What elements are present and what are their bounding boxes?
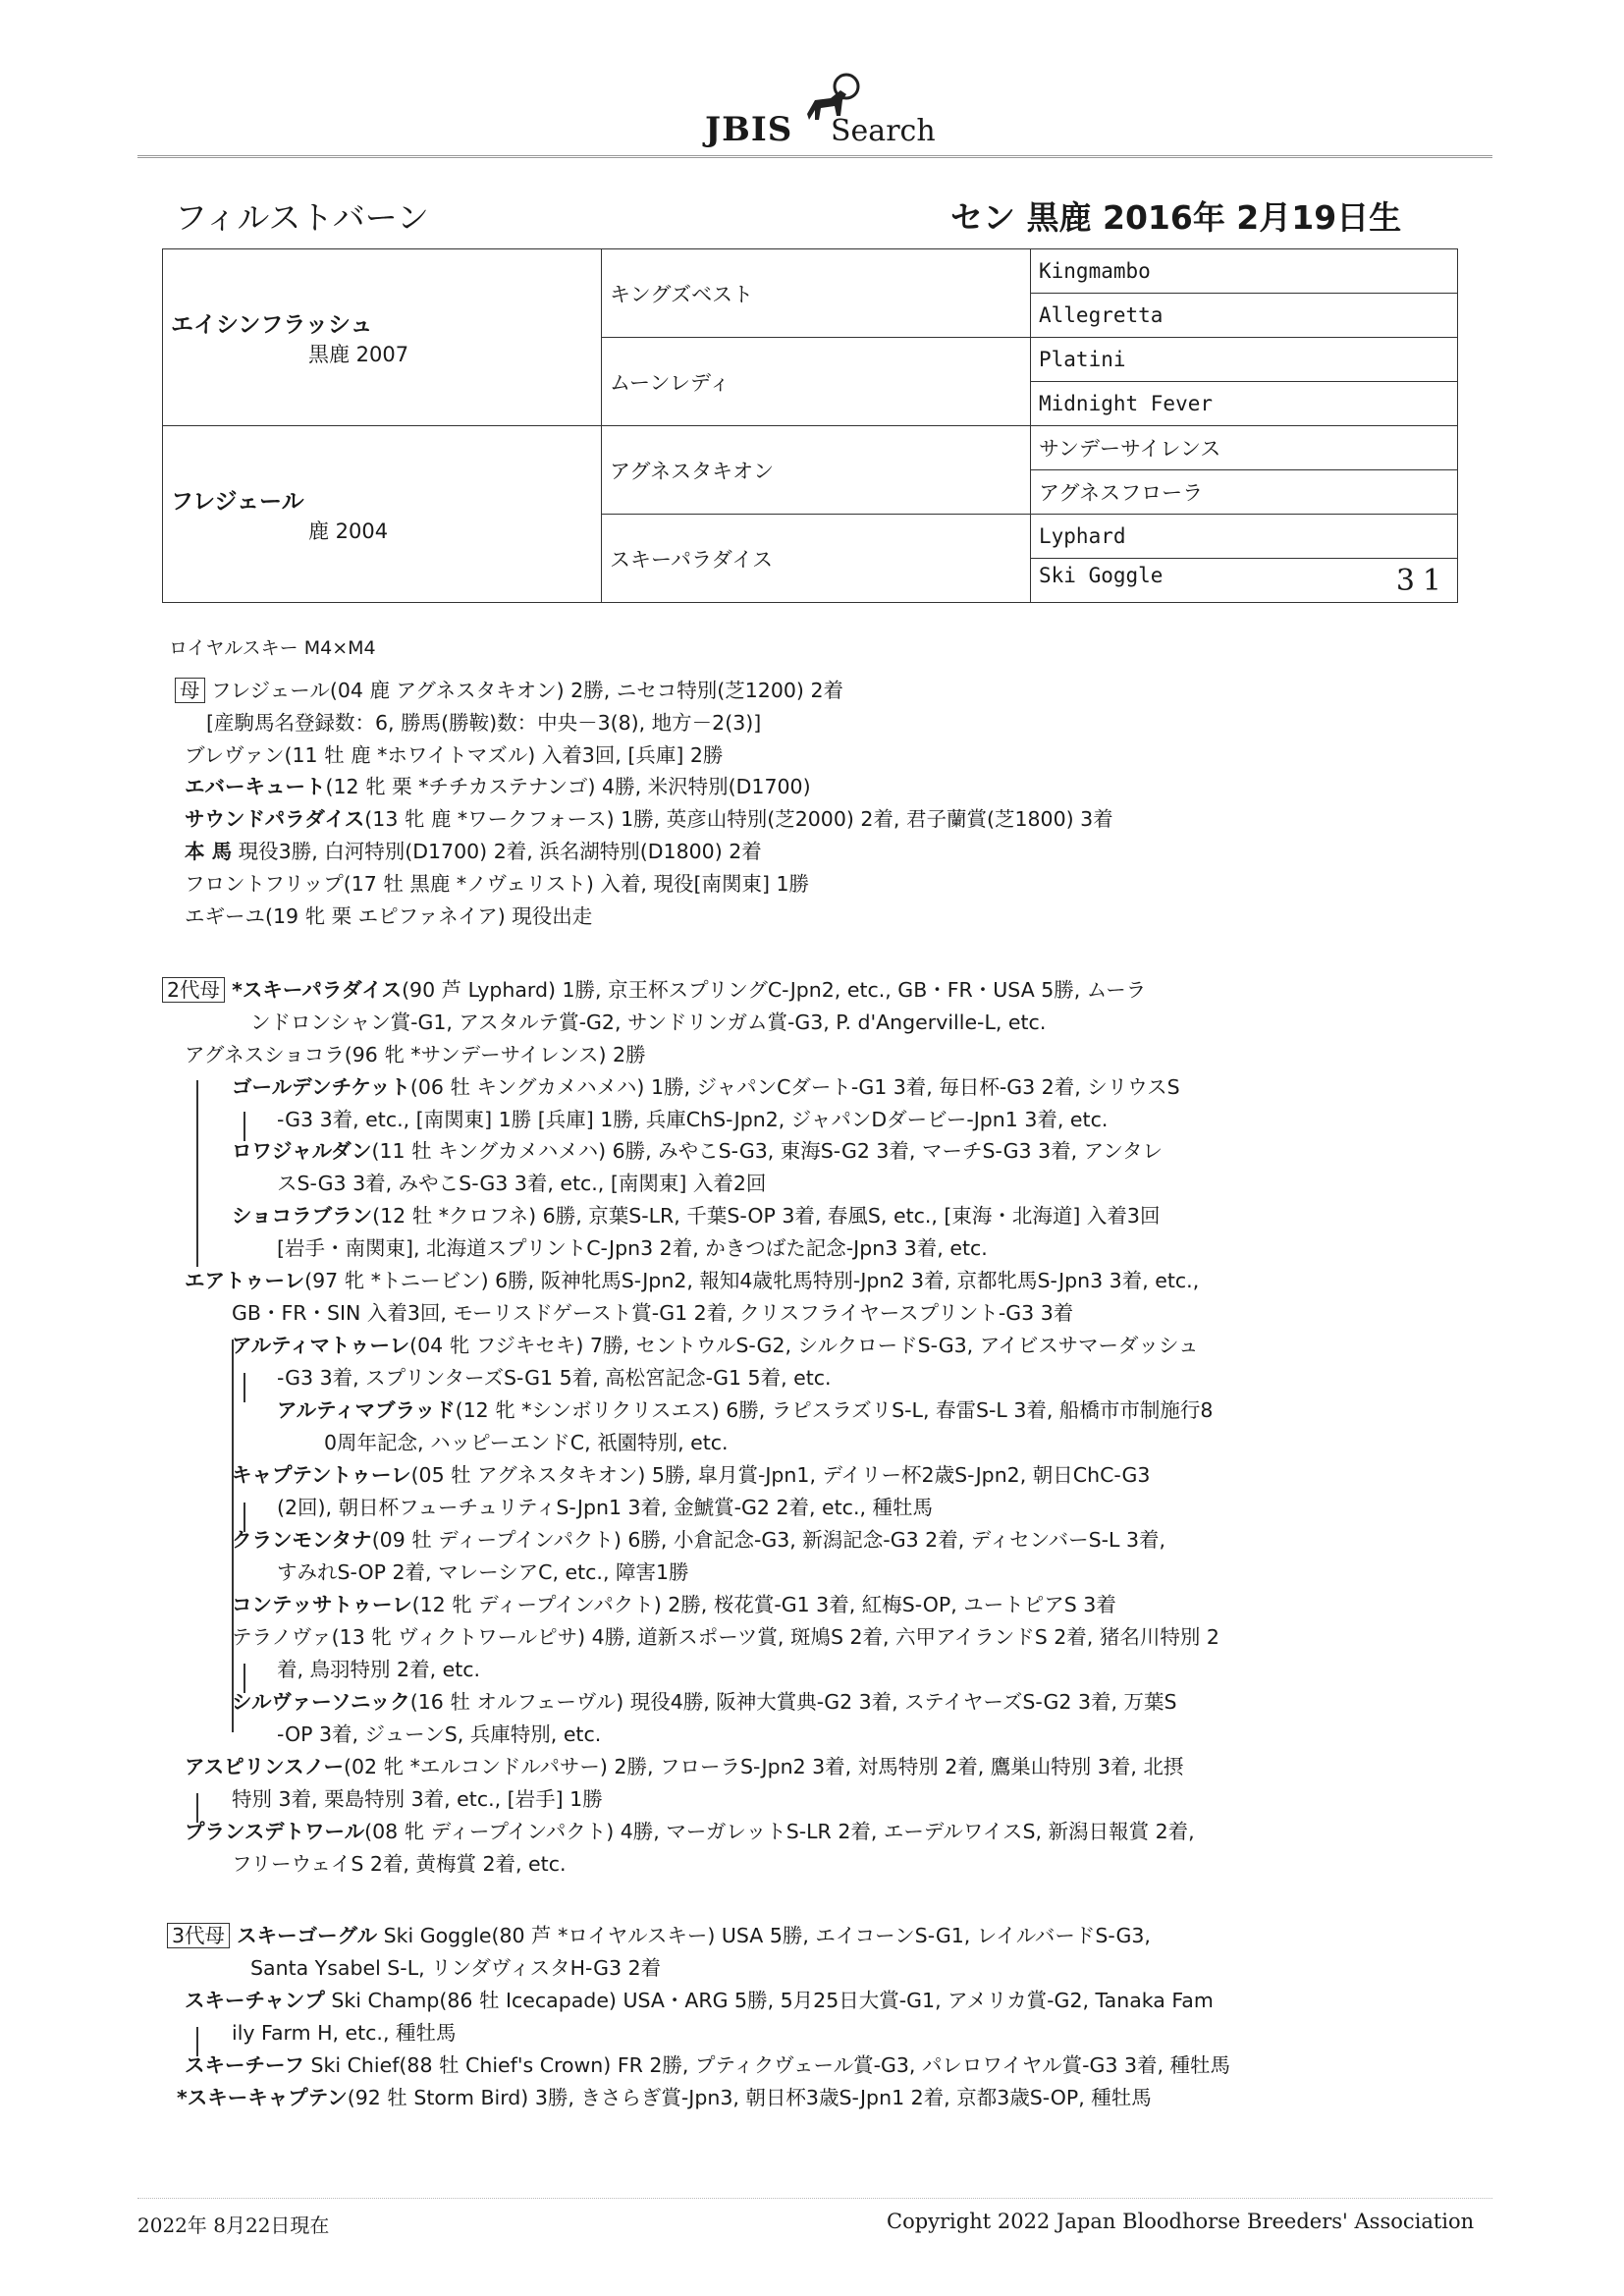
pedigree-gen2: ムーンレディ: [602, 338, 1031, 426]
record-line: [185, 900, 592, 929]
record-text: フロントフリップ(17 牡 黒鹿 *ノヴェリスト) 入着, 現役[南関東] 1勝: [185, 872, 809, 896]
horse-name-bold: シルヴァーソニック: [232, 1690, 410, 1714]
record-text: フレジェール: [204, 679, 330, 702]
record-line: [232, 1588, 1116, 1617]
record-text: (09 牡 ディープインパクト) 6勝, 小倉記念-G3, 新潟記念-G3 2着, ディセンバーS-L 3着,: [371, 1528, 1166, 1552]
horse-name-bold: *スキーパラダイス: [225, 978, 403, 1002]
pedigree-gen3: サンデーサイレンス: [1031, 426, 1458, 470]
footer-copyright: Copyright 2022 Japan Bloodhorse Breeders' Association: [887, 2210, 1475, 2233]
record-text: [産駒馬名登録数：6, 勝馬(勝鞍)数：中央－3(8), 地方－2(3)]: [206, 711, 762, 735]
record-text: フリーウェイS 2着, 黄梅賞 2着, etc.: [232, 1852, 567, 1876]
record-text: (02 牝 *エルコンドルパサー) 2勝, フローラS-Jpn2 3着, 対馬特別 2着, 鷹巣山特別 3着, 北摂: [343, 1755, 1184, 1778]
logo-search: Search: [831, 114, 936, 148]
record-line: [277, 1653, 480, 1682]
record-text: 着, 鳥羽特別 2着, etc.: [277, 1658, 481, 1681]
pedigree-gen2: スキーパラダイス: [602, 515, 1031, 603]
horse-name-bold: スキーゴーグル: [230, 1924, 378, 1947]
record-text: (16 牡 オルフェーヴル) 現役4勝, 阪神大賞典-G2 3着, ステイヤーズS-G2 3着, 万葉S: [409, 1690, 1177, 1714]
horse-name-bold: エバーキュート: [185, 775, 326, 798]
record-line: [232, 1296, 1073, 1326]
record-line: [185, 1750, 1183, 1779]
dam-name: フレジェール: [171, 489, 304, 515]
pedigree-gen3-last: [1031, 559, 1458, 603]
tree-bar: [244, 1373, 245, 1402]
pedigree-gen3: アグネスフローラ: [1031, 470, 1458, 515]
pedigree-table: [162, 248, 1458, 603]
record-text: ンドロンシャン賞-G1, アスタルテ賞-G2, サンドリンガム賞-G3, P. d'Angerville-L, etc.: [250, 1011, 1047, 1034]
footer-date: 2022年 8月22日現在: [137, 2214, 330, 2237]
horse-name-bold: アスピリンスノー: [185, 1755, 344, 1778]
sire-sub: 黒鹿 2007: [308, 343, 409, 366]
horse-name-bold: ロワジャルダン: [232, 1139, 372, 1163]
record-text: [岩手・南関東], 北海道スプリントC-Jpn3 2着, かきつばた記念-Jpn3 3着, etc.: [277, 1236, 988, 1260]
footer-rule: [137, 2198, 1492, 2199]
family-number: 31: [1395, 563, 1449, 598]
record-line: [232, 1458, 1150, 1488]
record-text: -G3 3着, スプリンターズS-G1 5着, 高松宮記念-G1 5着, etc.: [277, 1366, 832, 1390]
tree-bar: [232, 1339, 234, 1732]
record-text: すみれS-OP 2着, マレーシアC, etc., 障害1勝: [277, 1560, 689, 1584]
record-text: (05 牡 アグネスタキオン) 5勝, 皐月賞-Jpn1, デイリー杯2歳S-Jpn2, 朝日ChC-G3: [410, 1463, 1151, 1487]
pedigree-gen3: Kingmambo: [1031, 249, 1458, 294]
pedigree-gen3: Allegretta: [1031, 294, 1458, 338]
record-text: (11 牡 キングカメハメハ) 6勝, みやこS-G3, 東海S-G2 3着, マーチS-G3 3着, アンタレ: [371, 1139, 1164, 1163]
record-line: [250, 1951, 661, 1981]
record-line: [232, 1134, 1163, 1164]
horse-name-bold: アルティマブラッド: [277, 1398, 456, 1422]
horse-name-bold: コンテッサトゥーレ: [232, 1593, 412, 1616]
record-text: ブレヴァン(11 牡 鹿 *ホワイトマズル) 入着3回, [兵庫] 2勝: [185, 743, 724, 767]
record-line: [232, 1329, 1199, 1358]
pedigree-gen3: Platini: [1031, 338, 1458, 382]
record-line: [185, 1815, 1195, 1844]
record-text: 0周年記念, ハッピーエンドC, 祇園特別, etc.: [324, 1431, 729, 1454]
record-text: Ski Champ(86 牡 Icecapade) USA・ARG 5勝, 5月25日大賞-G1, アメリカ賞-G2, Tanaka Fam: [324, 1989, 1214, 2012]
record-line: [232, 1685, 1177, 1715]
horse-name-bold: スキーチャンプ: [185, 1989, 325, 2012]
record-text: (06 牡 キングカメハメハ) 1勝, ジャパンCダート-G1 3着, 毎日杯-G3 2着, シリウスS: [409, 1075, 1180, 1099]
record-line: [185, 1038, 646, 1067]
record-line: [232, 1847, 567, 1877]
record-text: Santa Ysabel S-L, リンダヴィスタH-G3 2着: [250, 1956, 662, 1980]
tree-bar: [244, 1112, 245, 1141]
record-text: (97 牝 *トニービン) 6勝, 阪神牝馬S-Jpn2, 報知4歳牝馬特別-Jpn2 3着, 京都牝馬S-Jpn3 3着, etc.,: [304, 1269, 1200, 1292]
record-line: [185, 738, 723, 768]
generation-label: 3代母: [167, 1923, 230, 1948]
logo-jbis: JBIS: [705, 110, 793, 149]
horse-name-bold: 本 馬: [185, 840, 233, 863]
record-text: Ski Chief(88 牡 Chief's Crown) FR 2勝, プティクヴェール賞-G3, パレロワイヤル賞-G3 3着, 種牡馬: [303, 2053, 1231, 2077]
horse-name: フィルストバーン: [175, 198, 430, 237]
record-line: [175, 674, 843, 703]
pedigree-gen2: キングズベスト: [602, 249, 1031, 338]
record-text: エギーユ(19 牝 栗 エピファネイア) 現役出走: [185, 904, 593, 928]
record-text: (08 牝 ディープインパクト) 4勝, マーガレットS-LR 2着, エーデルワイスS, 新潟日報賞 2着,: [364, 1820, 1195, 1843]
tree-bar: [196, 2027, 198, 2056]
record-text: (12 牝 ディープインパクト) 2勝, 桜花賞-G1 3着, 紅梅S-OP, ユートピアS 3着: [411, 1593, 1116, 1616]
horse-name-bold: ゴールデンチケット: [232, 1075, 410, 1099]
record-line: [185, 1264, 1199, 1293]
horse-name-bold: クランモンタナ: [232, 1528, 372, 1552]
horse-name-bold: キャプテントゥーレ: [232, 1463, 411, 1487]
horse-meta: セン 黒鹿 2016年 2月19日生: [950, 198, 1402, 237]
sire-name: エイシンフラッシュ: [171, 312, 373, 338]
record-text: アグネスショコラ(96 牝 *サンデーサイレンス) 2勝: [185, 1043, 646, 1066]
generation-label: 2代母: [162, 977, 225, 1003]
horse-name-bold: アルティマトゥーレ: [232, 1334, 410, 1357]
record-text: (2回), 朝日杯フューチュリティS-Jpn1 3着, 金鯱賞-G2 2着, etc., 種牡馬: [277, 1496, 934, 1519]
record-line: [277, 1718, 601, 1747]
record-line: [185, 802, 1113, 832]
record-line: [177, 2081, 1152, 2110]
record-line: [232, 1782, 603, 1812]
tree-bar: [196, 1793, 198, 1823]
record-line: [232, 1523, 1165, 1553]
record-line: [232, 2016, 456, 2046]
record-text: (12 牝 *シンボリクリスエス) 6勝, ラピスラズリS-L, 春雷S-L 3着, 船橋市市制施行8: [455, 1398, 1214, 1422]
horse-name-bold: サウンドパラダイス: [185, 807, 365, 831]
inbreeding-note: ロイヤルスキー M4×M4: [169, 637, 376, 659]
record-text: (04 牝 フジキセキ) 7勝, セントウルS-G2, シルクロードS-G3, アイビスサマーダッシュ: [409, 1334, 1199, 1357]
record-text: Ski Goggle(80 芦 *ロイヤルスキー) USA 5勝, エイコーンS-G1, レイルバードS-G3,: [377, 1924, 1151, 1947]
pedigree-gen3: Midnight Fever: [1031, 382, 1458, 426]
record-line: [277, 1231, 988, 1261]
tree-bar: [244, 1664, 245, 1693]
record-line: [206, 706, 761, 736]
record-text: GB・FR・SIN 入着3回, モーリスドゲースト賞-G1 2着, クリスフライヤースプリント-G3 3着: [232, 1301, 1074, 1325]
record-line: [277, 1556, 689, 1585]
record-line: [277, 1167, 766, 1196]
record-text: (90 芦 Lyphard) 1勝, 京王杯スプリングC-Jpn2, etc., GB・FR・USA 5勝, ムーラ: [402, 978, 1147, 1002]
horse-name-bold: プランスデトワール: [185, 1820, 365, 1843]
tree-bar: [244, 1503, 245, 1532]
record-line: [277, 1491, 933, 1520]
record-text: (04 鹿 アグネスタキオン) 2勝, ニセコ特別(芝1200) 2着: [329, 679, 843, 702]
record-line: [277, 1394, 1213, 1423]
horse-name-bold: エアトゥーレ: [185, 1269, 305, 1292]
record-line: [324, 1426, 729, 1455]
pedigree-sire: [163, 249, 602, 426]
record-line: [277, 1103, 1108, 1132]
record-text: -OP 3着, ジューンS, 兵庫特別, etc.: [277, 1722, 602, 1746]
record-line: [250, 1006, 1046, 1035]
pedigree-gen3: Ski Goggle: [1039, 563, 1164, 587]
record-line: [185, 835, 762, 864]
record-text: 特別 3着, 栗島特別 3着, etc., [岩手] 1勝: [232, 1787, 603, 1811]
horse-name-bold: スキーチーフ: [185, 2053, 304, 2077]
record-line: [185, 867, 809, 897]
horse-name-bold: ショコラブラン: [232, 1204, 373, 1228]
record-text: (12 牝 栗 *チチカステナンゴ) 4勝, 米沢特別(D1700): [325, 775, 811, 798]
generation-label: 母: [175, 678, 205, 703]
record-text: (13 牝 鹿 *ワークフォース) 1勝, 英彦山特別(芝2000) 2着, 君子蘭賞(芝1800) 3着: [364, 807, 1113, 831]
record-line: [162, 973, 1146, 1003]
record-text: ily Farm H, etc., 種牡馬: [232, 2021, 457, 2045]
pedigree-dam: [163, 426, 602, 603]
record-line: [232, 1070, 1180, 1100]
record-line: [232, 1620, 1219, 1650]
pedigree-gen2: アグネスタキオン: [602, 426, 1031, 515]
record-text: スS-G3 3着, みやこS-G3 3着, etc., [南関東] 入着2回: [277, 1172, 767, 1195]
record-line: [185, 1984, 1214, 2013]
dam-sub: 鹿 2004: [308, 519, 389, 543]
record-line: [185, 2049, 1230, 2078]
header-rule: [137, 155, 1492, 158]
jbis-search-logo: [705, 98, 960, 157]
record-text: -G3 3着, etc., [南関東] 1勝 [兵庫] 1勝, 兵庫ChS-Jpn2, ジャパンDダービー-Jpn1 3着, etc.: [277, 1108, 1109, 1131]
pedigree-gen3: Lyphard: [1031, 515, 1458, 559]
record-line: [185, 770, 811, 799]
record-line: [167, 1919, 1151, 1948]
horse-name-bold: *スキーキャプテン: [177, 2086, 348, 2109]
record-text: (92 牡 Storm Bird) 3勝, きさらぎ賞-Jpn3, 朝日杯3歳S-Jpn1 2着, 京都3歳S-OP, 種牡馬: [347, 2086, 1152, 2109]
record-line: [232, 1199, 1160, 1229]
record-text: テラノヴァ(13 牝 ヴィクトワールピサ) 4勝, 道新スポーツ賞, 斑鳩S 2着, 六甲アイランドS 2着, 猪名川特別 2: [232, 1625, 1219, 1649]
record-text: (12 牡 *クロフネ) 6勝, 京葉S-LR, 千葉S-OP 3着, 春風S, etc., [東海・北海道] 入着3回: [372, 1204, 1161, 1228]
record-text: 現役3勝, 白河特別(D1700) 2着, 浜名湖特別(D1800) 2着: [232, 840, 762, 863]
record-line: [277, 1361, 832, 1391]
tree-bar: [196, 1080, 198, 1267]
